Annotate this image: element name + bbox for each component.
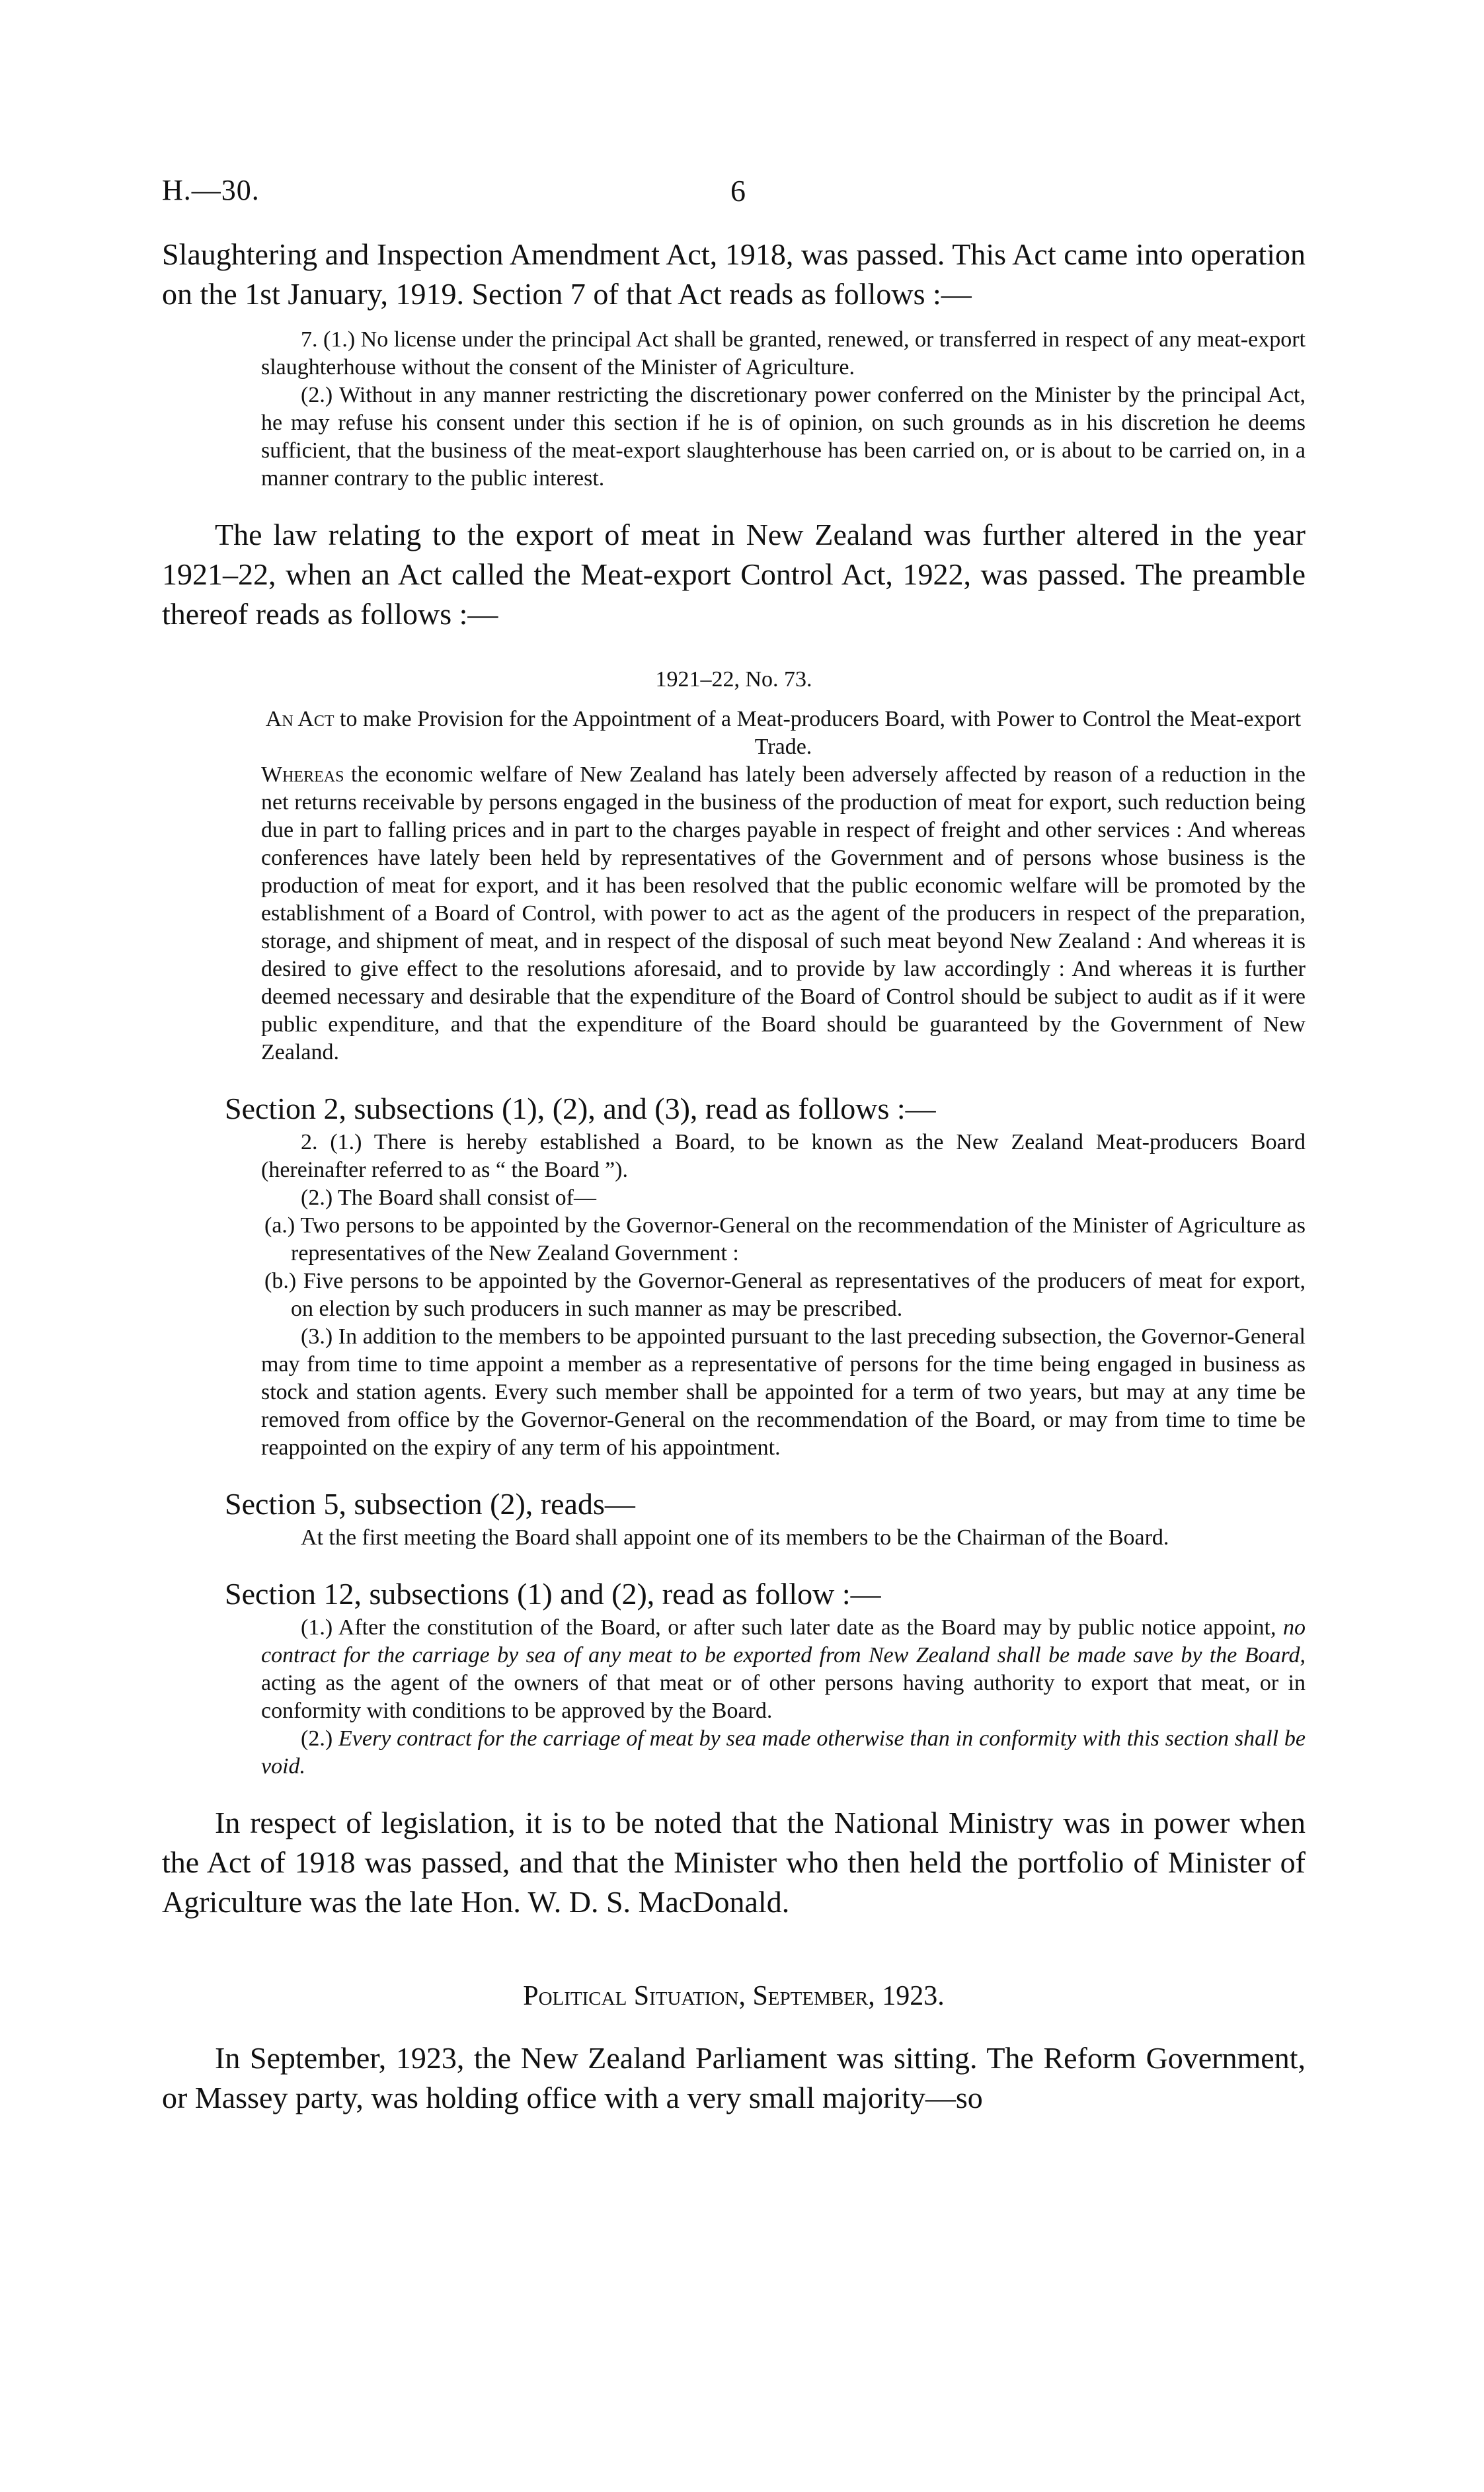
page-header xyxy=(162,173,1322,213)
section-5-text: At the first meeting the Board shall appoint one of its members to be the Chairman of the Board. xyxy=(301,1525,1169,1550)
page-number: 6 xyxy=(730,174,746,208)
quote-section-7-2: (2.) Without in any manner restricting the discretionary power conferred on the Minister by the principal Act, he may refuse his consent under this section if he is of opinion, on such grounds as in his discretion he deems sufficient, that the business of the meat-export slaughterhouse has been carried on, or is about to be carried on, in a manner contrary to the public interest. xyxy=(261,383,1306,491)
paragraph-legislation: In respect of legislation, it is to be noted that the National Ministry was in power when the Act of 1918 was passed, and that the Minister who then held the portfolio of Minister of Agriculture was the late Hon. W. D. S. MacDonald. xyxy=(162,1806,1306,1919)
section-12-sub-2: (2.) Every contract for the carriage of meat by sea made otherwise than in conformity with this section shall be void. xyxy=(261,1726,1306,1779)
section-12-sub-1: (1.) After the constitution of the Board, or after such later date as the Board may by public notice appoint, no contract for the carriage by sea of any meat to be exported from New Zealand shall be made save by the Board, acting as the agent of the owners of that meat or of other persons having authority to export that meat, or in conformity with conditions to be approved by the Board. xyxy=(261,1615,1306,1723)
section-2-sub-1: 2. (1.) There is hereby established a Board, to be known as the New Zealand Meat-producers Board (hereinafter referred to as “ the Board ”). xyxy=(261,1130,1306,1182)
act-preamble xyxy=(162,761,1306,1066)
section-2-heading: Section 2, subsections (1), (2), and (3), read as follows :— xyxy=(225,1092,936,1125)
section-2-sub-2: (2.) The Board shall consist of— xyxy=(301,1186,596,1210)
page-body xyxy=(162,235,1306,2118)
paragraph-meat-export-act: The law relating to the export of meat in New Zealand was further altered in the year 1921–22, when an Act called the Meat-export Control Act, 1922, was passed. The preamble thereof reads as follows :— xyxy=(162,518,1306,631)
section-12-heading: Section 12, subsections (1) and (2), read as follow :— xyxy=(225,1577,881,1611)
paragraph-political-situation: In September, 1923, the New Zealand Parliament was sitting. The Reform Government, or Massey party, was holding office with a very small majority—so xyxy=(162,2041,1306,2114)
act-title-text: to make Provision for the Appointment of a Meat-producers Board, with Power to Control the Meat-export Trade. xyxy=(334,707,1302,759)
paragraph-act-1918: Slaughtering and Inspection Amendment Act, 1918, was passed. This Act came into operation on the 1st January, 1919. Section 7 of that Act reads as follows :— xyxy=(162,237,1306,311)
section-2-sub-3: (3.) In addition to the members to be appointed pursuant to the last preceding subsection, the Governor-General may from time to time appoint a member as a representative of persons for the time being engaged in business as stock and station agents. Every such member shall be appointed for a term of two years, but may at any time be removed from office by the Governor-General on the recommendation of the Board, or may from time to time be reappointed on the expiry of any term of his appointment. xyxy=(261,1324,1306,1460)
preamble-text: the economic welfare of New Zealand has lately been adversely affected by reason of a reduction in the net returns receivable by persons engaged in the business of the production of meat for export, such reduction being due in part to falling prices and in part to the charges payable in respect of freight and other services : And whereas conferences have lately been held by representatives of the Government and of persons whose business is the production of meat for export, and it has been resolved that the public economic welfare will be promoted by the establishment of a Board of Control, with power to act as the agent of the producers in respect of the preparation, storage, and shipment of meat, and in respect of the disposal of such meat beyond New Zealand : And whereas it is desired to give effect to the resolutions aforesaid, and to provide by law accordingly : And whereas it is further deemed necessary and desirable that the expenditure of the Board of Control should be subject to audit as if it were public expenditure, and that the expenditure of the Board should be guaranteed by the Government of New Zealand. xyxy=(261,762,1306,1065)
act-title xyxy=(162,705,1306,761)
section-2-sub-2b: (b.) Five persons to be appointed by the Governor-General as representatives of the producers of meat for export, on election by such producers in such manner as may be prescribed. xyxy=(264,1269,1306,1321)
act-number: 1921–22, No. 73. xyxy=(655,667,812,692)
section-5-heading: Section 5, subsection (2), reads— xyxy=(225,1487,635,1521)
section-2-sub-2a: (a.) Two persons to be appointed by the Governor-General on the recommendation of the Minister of Agriculture as representatives of the New Zealand Government : xyxy=(264,1213,1306,1266)
report-reference: H.—30. xyxy=(162,174,260,206)
political-situation-heading: Political Situation, September, 1923. xyxy=(523,1981,945,2011)
preamble-lead: Whereas xyxy=(261,762,344,787)
quote-section-7-1: 7. (1.) No license under the principal Act shall be granted, renewed, or transferred in respect of any meat-export slaughterhouse without the consent of the Minister of Agriculture. xyxy=(261,327,1306,380)
act-title-lead: An Act xyxy=(265,707,334,731)
